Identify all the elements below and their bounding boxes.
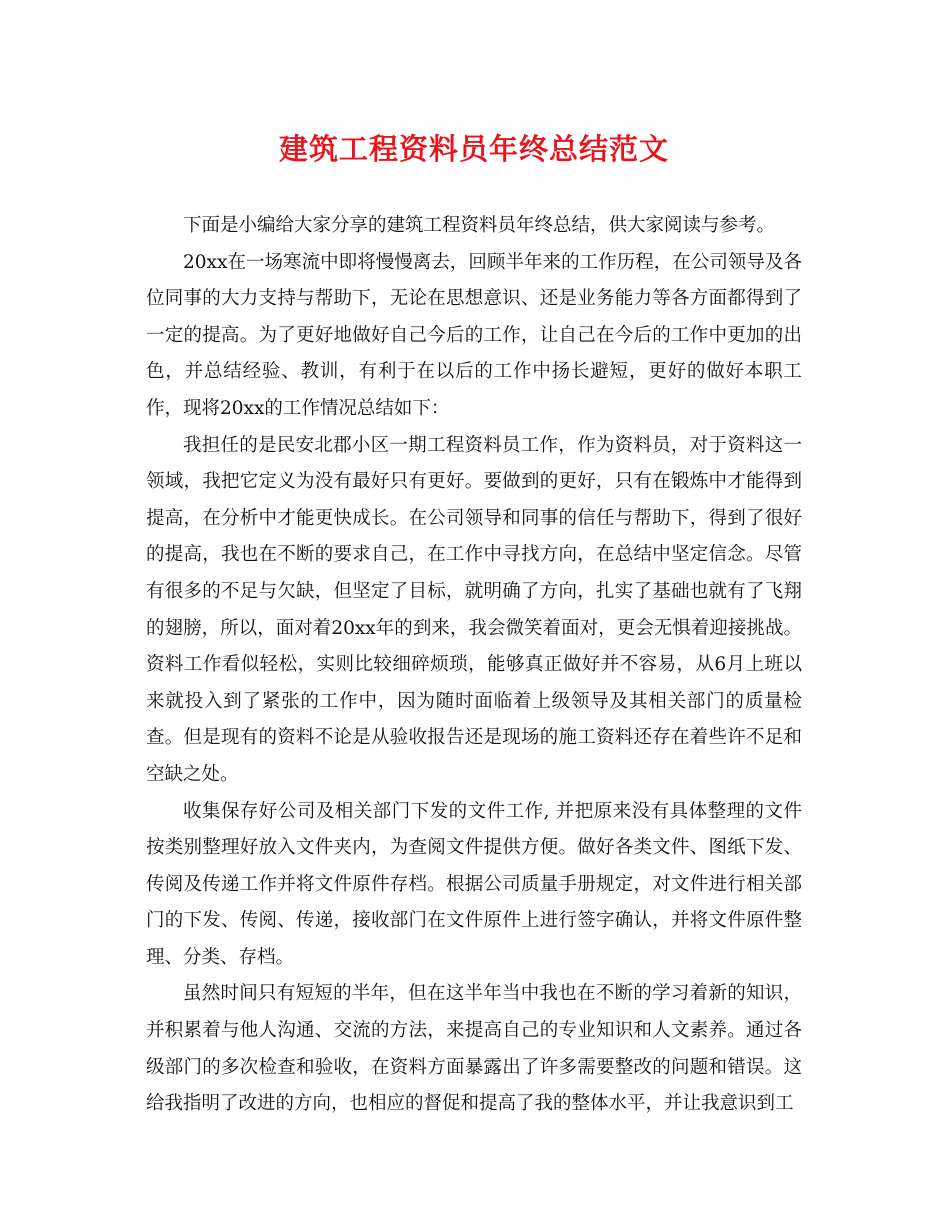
document-title: 建筑工程资料员年终总结范文 [278,132,669,166]
paragraph-learning: 虽然时间只有短短的半年，但在这半年当中我也在不断的学习着新的知识，并积累着与他人沟通、交流的方法，来提高自己的专业知识和人文素养。通过各级部门的多次检查和验收，在资料方面暴露出了许多需要整改的问题和错误。这给我指明了改进的方向，也相应的督促和提高了我的整体水平，并让我意识到工 [146,983,802,1115]
paragraph-overview: 20xx在一场寒流中即将慢慢离去，回顾半年来的工作历程，在公司领导及各位同事的大力支持与帮助下，无论在思想意识、还是业务能力等各方面都得到了一定的提高。为了更好地做好自己今后的工作，让自己在今后的工作中更加的出色，并总结经验、教训，有利于在以后的工作中扬长避短，更好的做好本职工作，现将20xx的工作情况总结如下： [146,251,802,419]
paragraph-documents: 收集保存好公司及相关部门下发的文件工作, 并把原来没有具体整理的文件按类别整理好放入文件夹内，为查阅文件提供方便。做好各类文件、图纸下发、传阅及传递工作并将文件原件存档。根据公司质量手册规定，对文件进行相关部门的下发、传阅、传递，接收部门在文件原件上进行签字确认，并将文件原件整理、分类、存档。 [146,800,802,968]
paragraph-intro: 下面是小编给大家分享的建筑工程资料员年终总结，供大家阅读与参考。 [183,215,776,236]
paragraph-role: 我担任的是民安北郡小区一期工程资料员工作，作为资料员，对于资料这一领域，我把它定义为没有最好只有更好。要做到的更好，只有在锻炼中才能得到提高，在分析中才能更快成长。在公司领导和同事的信任与帮助下，得到了很好的提高，我也在不断的要求自己，在工作中寻找方向，在总结中坚定信念。尽管有很多的不足与欠缺，但坚定了目标，就明确了方向，扎实了基础也就有了飞翔的翅膀，所以，面对着20xx年的到来，我会微笑着面对，更会无惧着迎接挑战。资料工作看似轻松，实则比较细碎烦琐，能够真正做好并不容易，从6月上班以来就投入到了紧张的工作中，因为随时面临着上级领导及其相关部门的质量检查。但是现有的资料不论是从验收报告还是现场的施工资料还存在着些许不足和空缺之处。 [146,434,802,785]
